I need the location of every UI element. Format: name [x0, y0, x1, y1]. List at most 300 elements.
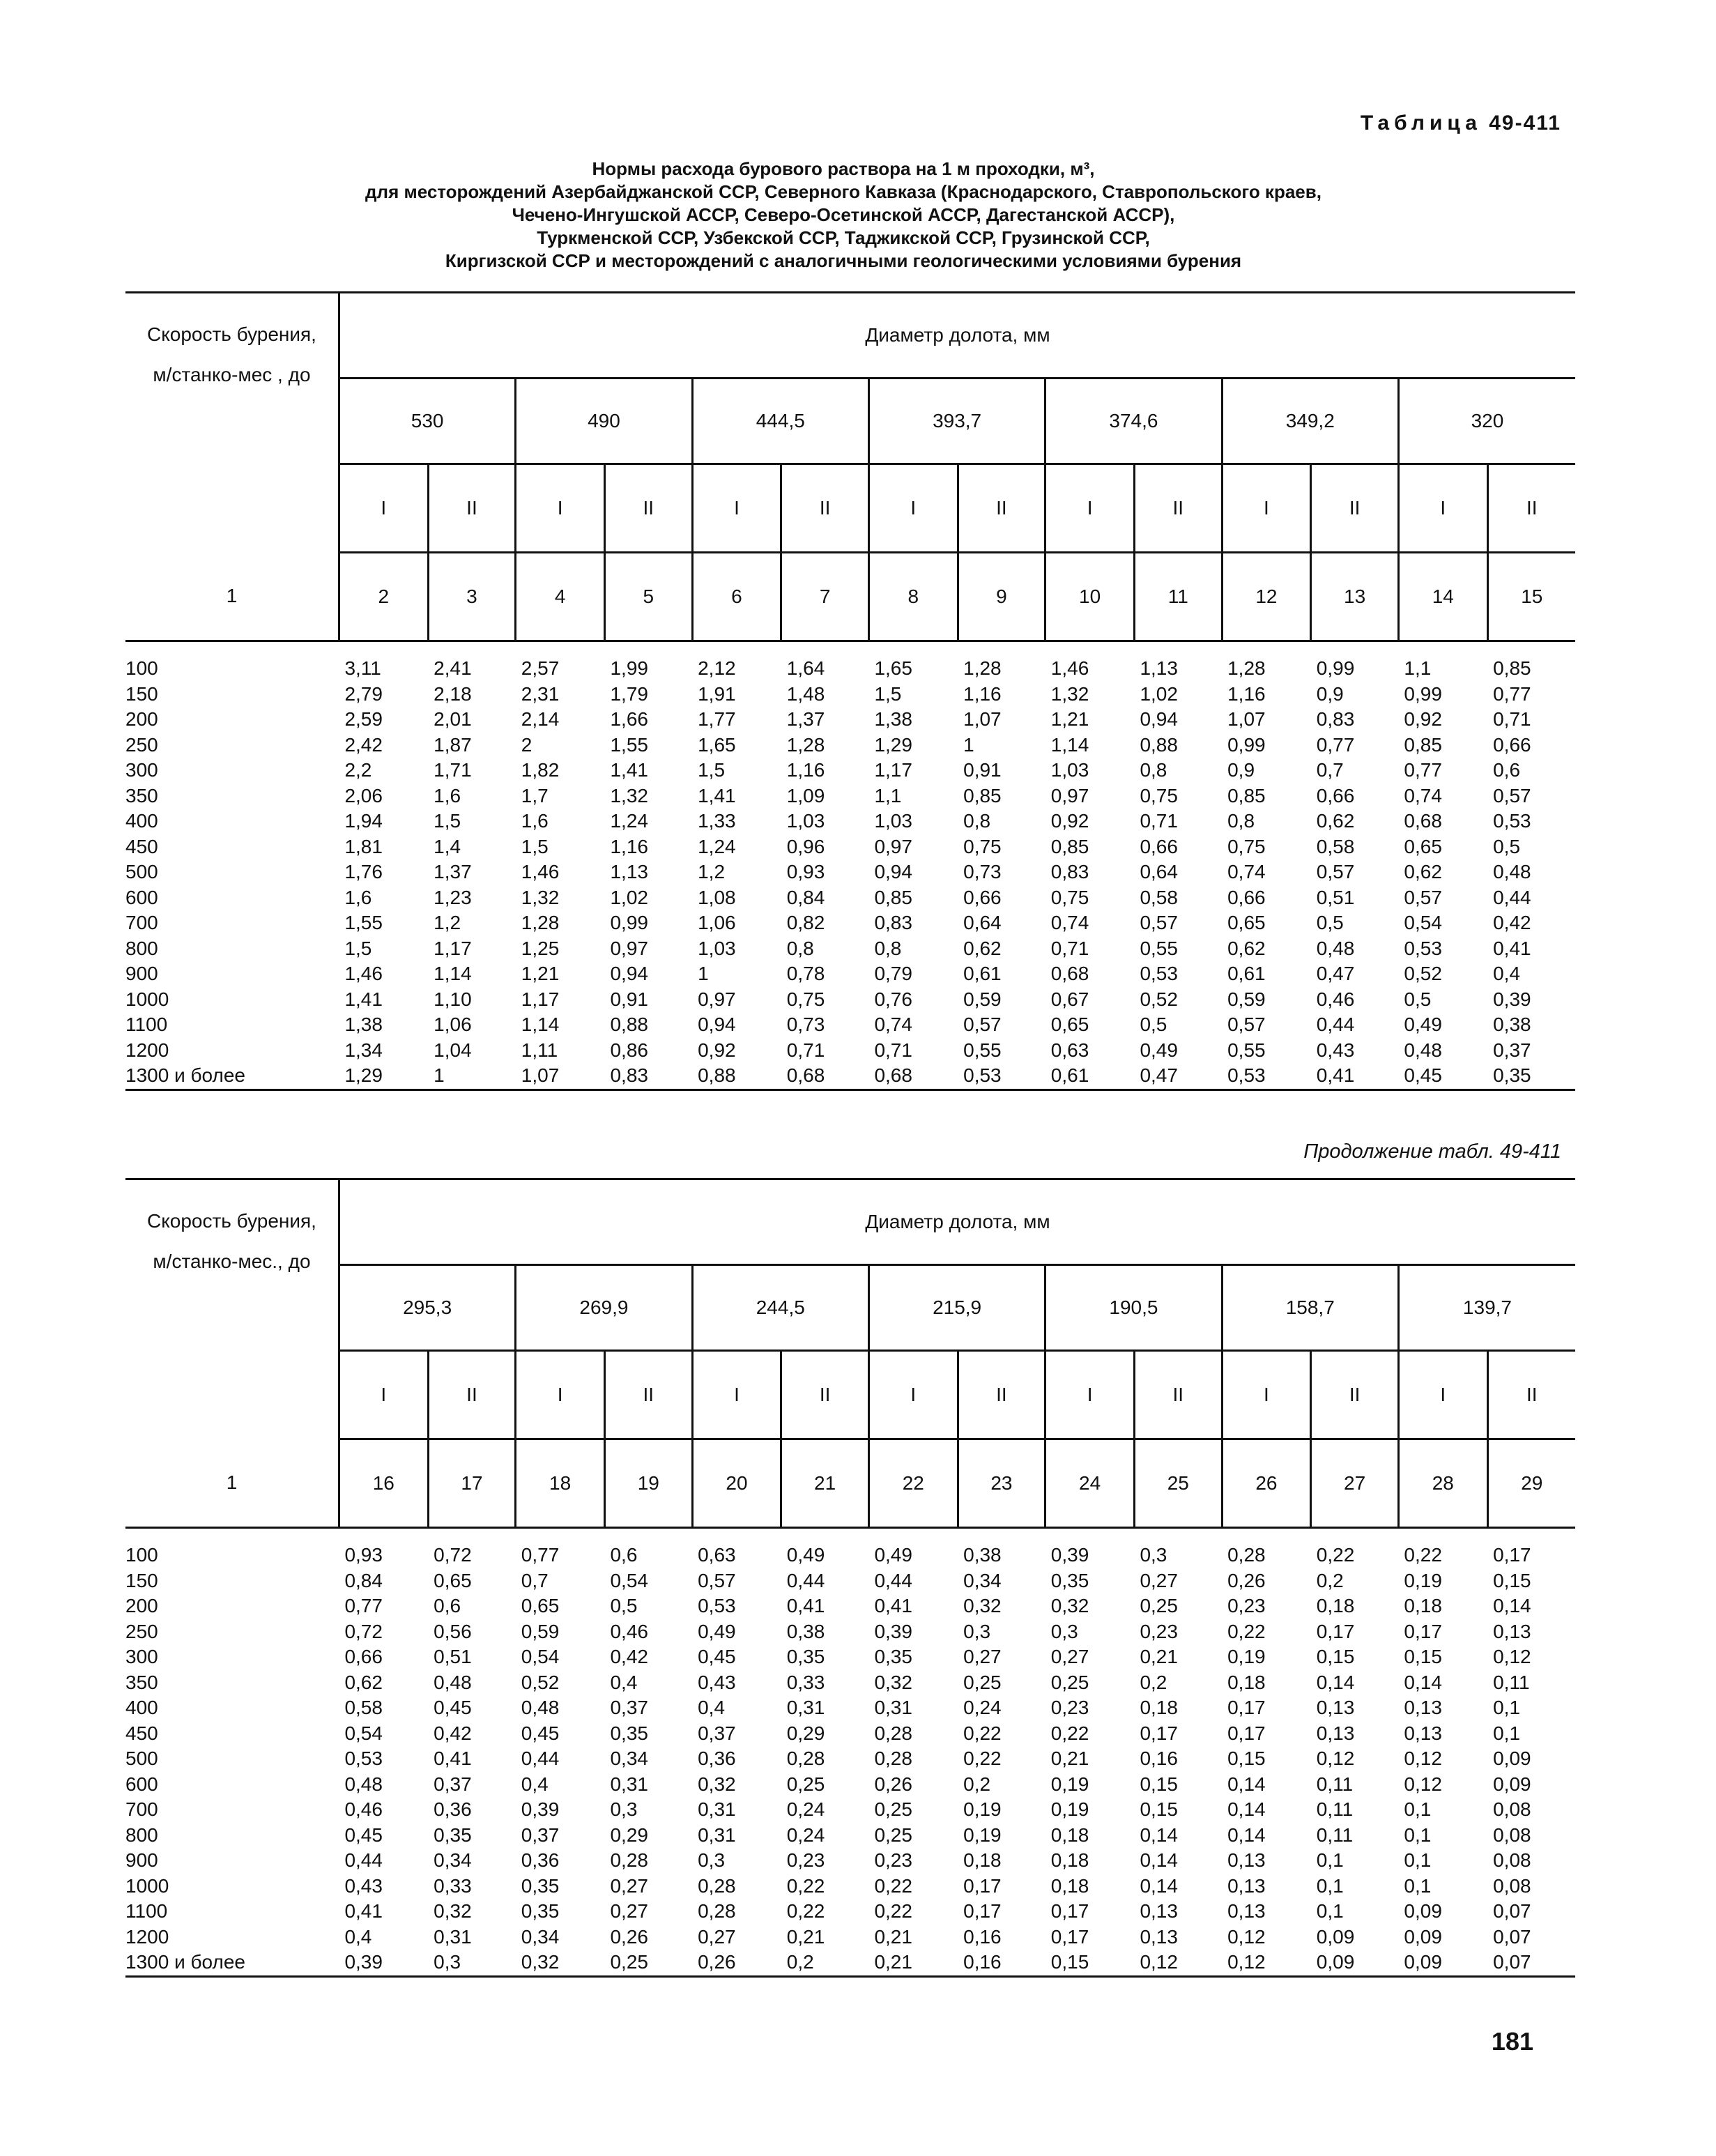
- value-cell: 0,49: [1404, 1014, 1442, 1035]
- value-cell: 0,55: [1140, 937, 1178, 959]
- value-cell: 0,99: [1316, 657, 1355, 679]
- value-cell: 1: [698, 963, 709, 984]
- value-cell: 0,18: [963, 1849, 1002, 1871]
- column-number-cell: 11: [1134, 553, 1222, 641]
- value-cell: 1,91: [698, 682, 736, 705]
- value-cell: 0,32: [963, 1595, 1002, 1616]
- column-number-row: [125, 553, 1575, 641]
- value-cell: 0,41: [874, 1595, 912, 1616]
- value-cell: 0,14: [1140, 1874, 1178, 1897]
- value-cell: 2,31: [521, 682, 560, 705]
- value-cell: 1,21: [521, 963, 560, 984]
- value-cell: 1,6: [521, 810, 549, 832]
- value-cell: 0,29: [786, 1722, 825, 1744]
- value-cell: 0,66: [1227, 886, 1266, 908]
- value-cell: 0,26: [610, 1925, 648, 1948]
- value-cell: 0,32: [874, 1671, 912, 1693]
- value-cell: 0,58: [1316, 835, 1355, 857]
- value-cell: 0,14: [1316, 1671, 1355, 1693]
- value-cell: 0,73: [963, 861, 1002, 882]
- title-line: Нормы расхода бурового раствора на 1 м проходки, м³,: [592, 158, 1095, 179]
- value-cell: 0,74: [1050, 912, 1089, 933]
- subheader-cell: II: [1487, 1351, 1575, 1439]
- value-cell: 1,17: [874, 759, 912, 781]
- value-cell: 0,31: [434, 1925, 472, 1948]
- value-cell: 0,54: [610, 1569, 648, 1591]
- header-row: [125, 1179, 1575, 1265]
- value-cell: 0,28: [786, 1748, 825, 1769]
- value-cell: 0,59: [1227, 988, 1266, 1010]
- subheader-cell: I: [1222, 464, 1311, 553]
- column-number-cell: 5: [604, 553, 692, 641]
- value-cell: 1,24: [698, 835, 736, 857]
- column-number-cell: 27: [1311, 1439, 1399, 1528]
- table-row: [125, 682, 1575, 708]
- value-cell: 0,37: [610, 1697, 648, 1718]
- speed-cell: 1000: [125, 988, 169, 1010]
- subheader-cell: I: [1045, 464, 1135, 553]
- subheader-cell: II: [428, 1351, 516, 1439]
- value-cell: 0,31: [874, 1697, 912, 1718]
- diameter-header: Диаметр долота, мм: [339, 293, 1575, 379]
- value-cell: 1,37: [434, 861, 472, 882]
- value-cell: 0,19: [963, 1798, 1002, 1820]
- value-cell: 0,92: [1050, 810, 1089, 832]
- subheader-cell: II: [1134, 464, 1222, 553]
- value-cell: 1,07: [521, 1064, 560, 1086]
- value-cell: 1,82: [521, 759, 560, 781]
- speed-cell: 350: [125, 1671, 158, 1693]
- value-cell: 0,22: [1404, 1544, 1442, 1566]
- value-cell: 1,04: [434, 1039, 472, 1061]
- value-cell: 0,74: [1404, 784, 1442, 806]
- value-cell: 0,17: [1316, 1620, 1355, 1642]
- value-cell: 1,29: [344, 1064, 383, 1086]
- subheader-cell: II: [958, 464, 1045, 553]
- value-cell: 0,65: [521, 1595, 560, 1616]
- value-cell: 0,22: [1227, 1620, 1266, 1642]
- value-cell: 0,13: [1493, 1620, 1531, 1642]
- speed-cell: 1300 и более: [125, 1951, 245, 1973]
- value-cell: 0,55: [963, 1039, 1002, 1061]
- value-cell: 0,34: [963, 1569, 1002, 1591]
- value-cell: 0,19: [1050, 1773, 1089, 1795]
- value-cell: 0,12: [1227, 1951, 1266, 1973]
- value-cell: 0,12: [1493, 1646, 1531, 1667]
- value-cell: 0,43: [1316, 1039, 1355, 1061]
- value-cell: 0,7: [1316, 759, 1344, 781]
- value-cell: 1,77: [698, 708, 736, 730]
- value-cell: 0,14: [1227, 1773, 1266, 1795]
- value-cell: 1,1: [1404, 657, 1432, 679]
- value-cell: 0,94: [610, 963, 648, 984]
- value-cell: 0,28: [1227, 1544, 1266, 1566]
- table-row: [125, 1772, 1575, 1798]
- value-cell: 0,15: [1050, 1951, 1089, 1973]
- value-cell: 1,24: [610, 810, 648, 832]
- table-row: [125, 1063, 1575, 1090]
- value-cell: 0,12: [1404, 1748, 1442, 1769]
- value-cell: 0,33: [786, 1671, 825, 1693]
- value-cell: 1,55: [344, 912, 383, 933]
- value-cell: 0,88: [1140, 733, 1178, 756]
- value-cell: 0,33: [434, 1874, 472, 1897]
- speed-cell: 700: [125, 1798, 158, 1820]
- value-cell: 1,2: [434, 912, 461, 933]
- value-cell: 0,13: [1227, 1874, 1266, 1897]
- value-cell: 0,45: [698, 1646, 736, 1667]
- value-cell: 0,17: [963, 1900, 1002, 1922]
- value-cell: 1,66: [610, 708, 648, 730]
- value-cell: 0,62: [344, 1671, 383, 1693]
- value-cell: 0,36: [434, 1798, 472, 1820]
- value-cell: 1,23: [434, 886, 472, 908]
- value-cell: 0,91: [963, 759, 1002, 781]
- value-cell: 2,59: [344, 708, 383, 730]
- speed-cell: 500: [125, 1748, 158, 1769]
- value-cell: 0,96: [786, 835, 825, 857]
- value-cell: 0,94: [874, 861, 912, 882]
- subheader-cell: I: [868, 1351, 958, 1439]
- value-cell: 0,94: [1140, 708, 1178, 730]
- value-cell: 0,65: [1227, 912, 1266, 933]
- diameter-cell: 393,7: [868, 379, 1045, 464]
- value-cell: 0,09: [1404, 1925, 1442, 1948]
- value-cell: 0,17: [1404, 1620, 1442, 1642]
- speed-cell: 1300 и более: [125, 1064, 245, 1086]
- diameter-cell: 295,3: [339, 1265, 515, 1351]
- header-row: [125, 293, 1575, 379]
- value-cell: 0,8: [874, 937, 902, 959]
- value-cell: 0,1: [1493, 1722, 1521, 1744]
- column-number-row: [125, 1439, 1575, 1528]
- column-number-cell: 29: [1487, 1439, 1575, 1528]
- subheader-cell: I: [868, 464, 958, 553]
- value-cell: 0,5: [610, 1595, 638, 1616]
- value-cell: 2,42: [344, 733, 383, 756]
- value-cell: 0,26: [874, 1773, 912, 1795]
- value-cell: 1,03: [786, 810, 825, 832]
- value-cell: 0,94: [698, 1014, 736, 1035]
- value-cell: 0,4: [1493, 963, 1521, 984]
- value-cell: 0,97: [1050, 784, 1089, 806]
- value-cell: 0,45: [521, 1722, 560, 1744]
- value-cell: 0,44: [786, 1569, 825, 1591]
- value-cell: 0,31: [698, 1824, 736, 1846]
- diameter-cell: 139,7: [1398, 1265, 1575, 1351]
- diameter-cell: 374,6: [1045, 379, 1222, 464]
- value-cell: 0,75: [1227, 835, 1266, 857]
- diameter-row: [125, 379, 1575, 464]
- value-cell: 1,65: [698, 733, 736, 756]
- value-cell: 0,49: [786, 1544, 825, 1566]
- subheader-cell: I: [516, 464, 605, 553]
- value-cell: 1,1: [874, 784, 902, 806]
- value-cell: 0,79: [874, 963, 912, 984]
- value-cell: 1,48: [786, 682, 825, 705]
- value-cell: 0,3: [610, 1798, 638, 1820]
- value-cell: 0,44: [344, 1849, 383, 1871]
- value-cell: 1,06: [434, 1014, 472, 1035]
- diameter-cell: 190,5: [1045, 1265, 1222, 1351]
- value-cell: 0,13: [1404, 1722, 1442, 1744]
- value-cell: 0,8: [1140, 759, 1167, 781]
- value-cell: 0,27: [1050, 1646, 1089, 1667]
- value-cell: 1,79: [610, 682, 648, 705]
- subheader-cell: I: [1222, 1351, 1311, 1439]
- value-cell: 0,53: [963, 1064, 1002, 1086]
- value-cell: 1,5: [698, 759, 726, 781]
- value-cell: 0,14: [1140, 1824, 1178, 1846]
- value-cell: 0,56: [434, 1620, 472, 1642]
- value-cell: 0,74: [1227, 861, 1266, 882]
- value-cell: 0,48: [1404, 1039, 1442, 1061]
- value-cell: 1,81: [344, 835, 383, 857]
- speed-header: [125, 293, 339, 553]
- value-cell: 1,02: [1140, 682, 1178, 705]
- value-cell: 0,5: [1316, 912, 1344, 933]
- value-cell: 0,8: [1227, 810, 1255, 832]
- value-cell: 0,1: [1316, 1874, 1344, 1897]
- table-row: [125, 1644, 1575, 1670]
- value-cell: 0,6: [434, 1595, 461, 1616]
- diameter-cell: 530: [339, 379, 515, 464]
- value-cell: 0,1: [1316, 1900, 1344, 1922]
- value-cell: 0,22: [874, 1874, 912, 1897]
- value-cell: 2,41: [434, 657, 472, 679]
- value-cell: 0,49: [1140, 1039, 1178, 1061]
- column-number-cell: 1: [125, 1439, 339, 1528]
- value-cell: 1,10: [434, 988, 472, 1010]
- value-cell: 0,22: [786, 1874, 825, 1897]
- value-cell: 0,14: [1404, 1671, 1442, 1693]
- data-body: [125, 1528, 1575, 1977]
- value-cell: 0,39: [1493, 988, 1531, 1010]
- value-cell: 1,08: [698, 886, 736, 908]
- speed-cell: 150: [125, 1569, 158, 1591]
- value-cell: 0,22: [963, 1748, 1002, 1769]
- speed-cell: 500: [125, 861, 158, 882]
- value-cell: 0,3: [1050, 1620, 1078, 1642]
- value-cell: 0,2: [1140, 1671, 1167, 1693]
- column-number-cell: 23: [958, 1439, 1045, 1528]
- value-cell: 0,43: [344, 1874, 383, 1897]
- column-number-cell: 8: [868, 553, 958, 641]
- value-cell: 0,15: [1140, 1798, 1178, 1820]
- column-number-cell: 17: [428, 1439, 516, 1528]
- title-line: Туркменской ССР, Узбекской ССР, Таджикской ССР, Грузинской ССР,: [537, 227, 1150, 248]
- column-number-cell: 10: [1045, 553, 1135, 641]
- norms-table-part-2: [125, 1178, 1575, 1978]
- speed-cell: 1200: [125, 1925, 169, 1948]
- value-cell: 1,16: [610, 835, 648, 857]
- table-row: [125, 809, 1575, 834]
- value-cell: 1,07: [963, 708, 1002, 730]
- value-cell: 0,57: [1316, 861, 1355, 882]
- table-row: [125, 1848, 1575, 1874]
- value-cell: 0,55: [1227, 1039, 1266, 1061]
- value-cell: 1,16: [963, 682, 1002, 705]
- page-number: 181: [1491, 2027, 1533, 2056]
- value-cell: 0,54: [521, 1646, 560, 1667]
- column-number-cell: 28: [1398, 1439, 1487, 1528]
- value-cell: 0,48: [1316, 937, 1355, 959]
- value-cell: 0,31: [610, 1773, 648, 1795]
- value-cell: 0,23: [1050, 1697, 1089, 1718]
- value-cell: 0,08: [1493, 1874, 1531, 1897]
- value-cell: 0,07: [1493, 1925, 1531, 1948]
- value-cell: 0,68: [786, 1064, 825, 1086]
- column-number-cell: 2: [339, 553, 428, 641]
- diameter-cell: 158,7: [1222, 1265, 1398, 1351]
- speed-cell: 300: [125, 1646, 158, 1667]
- value-cell: 0,4: [521, 1773, 549, 1795]
- value-cell: 0,41: [786, 1595, 825, 1616]
- table-title: [237, 158, 1450, 273]
- value-cell: 1,28: [786, 733, 825, 756]
- value-cell: 0,18: [1050, 1824, 1089, 1846]
- value-cell: 0,44: [1493, 886, 1531, 908]
- table-row: [125, 1593, 1575, 1619]
- value-cell: 1,03: [874, 810, 912, 832]
- column-number-cell: 7: [781, 553, 869, 641]
- value-cell: 0,54: [1404, 912, 1442, 933]
- diameter-cell: 490: [516, 379, 692, 464]
- value-cell: 0,97: [698, 988, 736, 1010]
- value-cell: 0,32: [698, 1773, 736, 1795]
- value-cell: 0,36: [698, 1748, 736, 1769]
- value-cell: 0,09: [1316, 1925, 1355, 1948]
- value-cell: 0,77: [1493, 682, 1531, 705]
- subheader-cell: II: [1311, 464, 1399, 553]
- value-cell: 0,68: [1404, 810, 1442, 832]
- value-cell: 0,16: [1140, 1748, 1178, 1769]
- table-row: [125, 1874, 1575, 1899]
- value-cell: 0,32: [521, 1951, 560, 1973]
- value-cell: 0,11: [1316, 1798, 1354, 1820]
- value-cell: 2,12: [698, 657, 736, 679]
- value-cell: 1,5: [434, 810, 461, 832]
- value-cell: 0,13: [1316, 1697, 1355, 1718]
- value-cell: 0,53: [344, 1748, 383, 1769]
- value-cell: 0,44: [874, 1569, 912, 1591]
- value-cell: 0,52: [521, 1671, 560, 1693]
- value-cell: 0,25: [874, 1824, 912, 1846]
- column-number-cell: 4: [516, 553, 605, 641]
- value-cell: 0,78: [786, 963, 825, 984]
- value-cell: 0,85: [1404, 733, 1442, 756]
- value-cell: 0,77: [1404, 759, 1442, 781]
- value-cell: 0,83: [874, 912, 912, 933]
- value-cell: 1,03: [1050, 759, 1089, 781]
- table-row: [125, 910, 1575, 936]
- value-cell: 0,21: [874, 1925, 912, 1948]
- value-cell: 0,13: [1227, 1849, 1266, 1871]
- value-cell: 0,51: [1316, 886, 1355, 908]
- value-cell: 0,22: [963, 1722, 1002, 1744]
- value-cell: 1,25: [521, 937, 560, 959]
- value-cell: 0,42: [434, 1722, 472, 1744]
- value-cell: 0,25: [610, 1951, 648, 1973]
- speed-cell: 400: [125, 810, 158, 832]
- value-cell: 0,48: [521, 1697, 560, 1718]
- value-cell: 1,02: [610, 886, 648, 908]
- value-cell: 0,5: [1493, 835, 1521, 857]
- value-cell: 1,16: [786, 759, 825, 781]
- value-cell: 0,23: [874, 1849, 912, 1871]
- subheader-row: [125, 1351, 1575, 1439]
- column-number-cell: 13: [1311, 553, 1399, 641]
- value-cell: 2,2: [344, 759, 372, 781]
- value-cell: 1,6: [344, 886, 372, 908]
- value-cell: 0,85: [963, 784, 1002, 806]
- column-number-cell: 15: [1487, 553, 1575, 641]
- value-cell: 0,99: [1404, 682, 1442, 705]
- value-cell: 0,62: [1316, 810, 1355, 832]
- value-cell: 0,4: [344, 1925, 372, 1948]
- value-cell: 0,71: [1050, 937, 1089, 959]
- value-cell: 0,57: [963, 1014, 1002, 1035]
- value-cell: 1,37: [786, 708, 825, 730]
- value-cell: 1,55: [610, 733, 648, 756]
- subheader-cell: II: [428, 464, 516, 553]
- value-cell: 0,85: [1493, 657, 1531, 679]
- value-cell: 0,27: [610, 1900, 648, 1922]
- subheader-cell: II: [1487, 464, 1575, 553]
- speed-cell: 450: [125, 835, 158, 857]
- value-cell: 0,93: [786, 861, 825, 882]
- value-cell: 0,3: [963, 1620, 991, 1642]
- value-cell: 1,41: [698, 784, 736, 806]
- value-cell: 0,41: [1316, 1064, 1355, 1086]
- value-cell: 0,61: [1050, 1064, 1089, 1086]
- value-cell: 0,22: [1050, 1722, 1089, 1744]
- value-cell: 0,85: [874, 886, 912, 908]
- value-cell: 0,14: [1227, 1798, 1266, 1820]
- value-cell: 0,77: [1316, 733, 1355, 756]
- table-row: [125, 1823, 1575, 1849]
- value-cell: 0,21: [1140, 1646, 1178, 1667]
- table-row: [125, 1568, 1575, 1594]
- value-cell: 0,1: [1316, 1849, 1344, 1871]
- value-cell: 1,65: [874, 657, 912, 679]
- column-number-cell: 9: [958, 553, 1045, 641]
- column-number-cell: 25: [1134, 1439, 1222, 1528]
- value-cell: 0,97: [610, 937, 648, 959]
- value-cell: 0,63: [698, 1544, 736, 1566]
- value-cell: 0,82: [786, 912, 825, 933]
- subheader-cell: I: [1398, 1351, 1487, 1439]
- table-row: [125, 1899, 1575, 1925]
- value-cell: 0,35: [521, 1874, 560, 1897]
- value-cell: 1: [963, 733, 974, 756]
- value-cell: 0,57: [1227, 1014, 1266, 1035]
- value-cell: 0,68: [1050, 963, 1089, 984]
- value-cell: 1,4: [434, 835, 461, 857]
- value-cell: 0,25: [786, 1773, 825, 1795]
- value-cell: 0,59: [521, 1620, 560, 1642]
- speed-cell: 400: [125, 1697, 158, 1718]
- speed-cell: 100: [125, 657, 158, 679]
- value-cell: 1,32: [521, 886, 560, 908]
- value-cell: 2,79: [344, 682, 383, 705]
- diameter-cell: 349,2: [1222, 379, 1398, 464]
- value-cell: 0,26: [698, 1951, 736, 1973]
- diameter-header: Диаметр долота, мм: [339, 1179, 1575, 1265]
- subheader-cell: I: [692, 464, 781, 553]
- value-cell: 0,39: [521, 1798, 560, 1820]
- title-line: Чечено-Ингушской АССР, Северо-Осетинской АССР, Дагестанской АССР),: [512, 204, 1175, 225]
